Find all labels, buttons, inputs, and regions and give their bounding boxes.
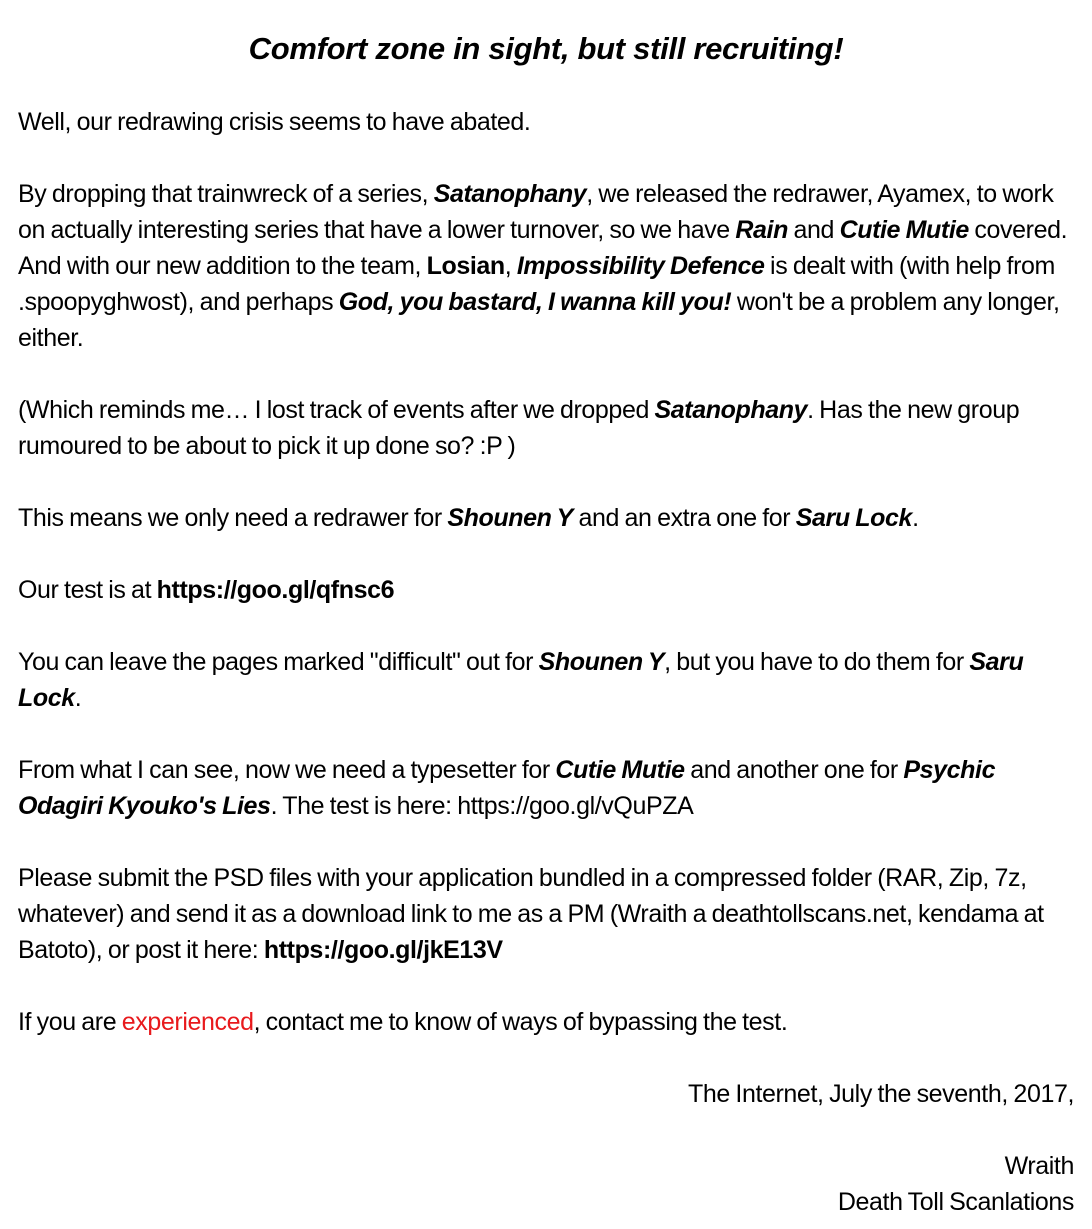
text-run: By dropping that trainwreck of a series, — [18, 180, 434, 208]
text-run: won't be a problem any longer, either. — [18, 288, 1060, 352]
intro-paragraph — [18, 104, 1074, 140]
series-title-cutie-mutie: Cutie Mutie — [555, 756, 685, 784]
announcement-title: Comfort zone in sight, but still recruiting! — [248, 31, 844, 66]
text-run: covered. And with our new addition to the team, — [18, 216, 1068, 280]
experienced-paragraph — [18, 1004, 1074, 1040]
text-run: and another one for — [684, 756, 904, 784]
text-run: Wraith — [1004, 1152, 1074, 1180]
series-title-shounen-y: Shounen Y — [447, 504, 573, 532]
series-title-saru-lock: Saru Lock — [18, 648, 1024, 712]
text-run: , — [504, 252, 517, 280]
series-title-satanophany: Satanophany — [654, 396, 808, 424]
series-title-saru-lock: Saru Lock — [795, 504, 913, 532]
series-title-rain: Rain — [735, 216, 788, 244]
redrawer-test-paragraph — [18, 572, 1074, 608]
document-body — [18, 104, 1074, 1220]
signature-group — [18, 1184, 1074, 1220]
text-run: , we released the redrawer, Ayamex, to work on actually interesting series that have a lower turnover, so we have — [18, 180, 1054, 244]
text-run: If you are — [18, 1008, 122, 1036]
text-run: The Internet, July the seventh, 2017, — [687, 1080, 1074, 1108]
experienced-highlight: experienced — [121, 1008, 254, 1036]
text-run: and — [787, 216, 840, 244]
series-title-shounen-y: Shounen Y — [538, 648, 665, 676]
text-run: Well, our redrawing crisis seems to have abated. — [18, 108, 531, 136]
text-run: This means we only need a redrawer for — [18, 504, 448, 532]
typesetter-needs-paragraph — [18, 752, 1074, 824]
redrawer-needs-paragraph — [18, 500, 1074, 536]
text-run: . Has the new group rumoured to be about to pick it up done so? :P ) — [18, 396, 1020, 460]
signature-author — [18, 1148, 1074, 1184]
series-title-god-you-bastard: God, you bastard, I wanna kill you! — [338, 288, 732, 316]
submission-url: https://goo.gl/jkE13V — [263, 936, 503, 964]
submission-instructions-paragraph — [18, 860, 1074, 968]
text-run: (Which reminds me… I lost track of events after we dropped — [18, 396, 655, 424]
aside-paragraph — [18, 392, 1074, 464]
series-title-impossibility-defence: Impossibility Defence — [516, 252, 765, 280]
text-run: is dealt with (with help from .spoopyghwost), and perhaps — [18, 252, 1055, 316]
text-run: Death Toll Scanlations — [837, 1188, 1074, 1216]
test-instructions-paragraph — [18, 644, 1074, 716]
redrawer-test-url: https://goo.gl/qfnsc6 — [156, 576, 395, 604]
text-run: . The test is here: https://goo.gl/vQuPZA — [270, 792, 694, 820]
text-run: and an extra one for — [572, 504, 796, 532]
redrawer-status-paragraph — [18, 176, 1074, 356]
series-title-cutie-mutie: Cutie Mutie — [839, 216, 969, 244]
text-run: . — [912, 504, 919, 532]
member-name-losian: Losian — [426, 252, 505, 280]
series-title-psychic-odagiri: Psychic Odagiri Kyouko's Lies — [18, 756, 996, 820]
dateline — [18, 1076, 1074, 1112]
text-run: Please submit the PSD files with your application bundled in a compressed folder (RAR, Zip, 7z, whatever) and send it as a download link to me as a PM (Wraith a deathtollscans.net, kendama at Batoto), or post it here: — [18, 864, 1044, 964]
text-run: . — [74, 684, 82, 712]
series-title-satanophany: Satanophany — [433, 180, 587, 208]
text-run: Our test is at — [18, 576, 157, 604]
text-run: , contact me to know of ways of bypassing the test. — [253, 1008, 788, 1036]
text-run: You can leave the pages marked "difficult" out for — [18, 648, 539, 676]
text-run: From what I can see, now we need a typesetter for — [18, 756, 556, 784]
text-run: , but you have to do them for — [664, 648, 970, 676]
